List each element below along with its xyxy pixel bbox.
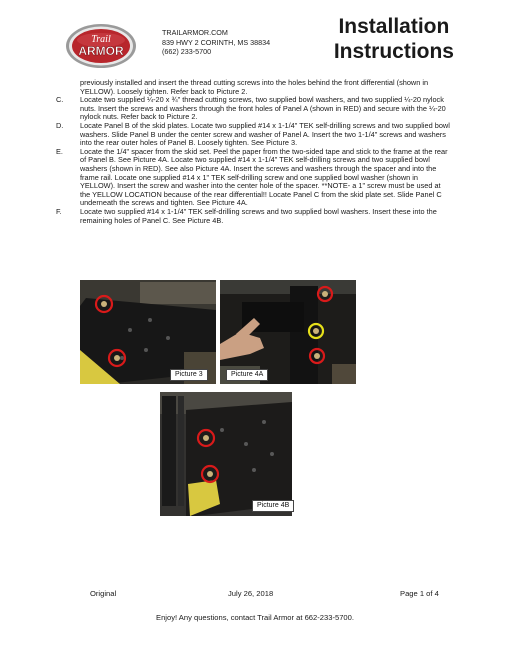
footer-page-number: Page 1 of 4 [400, 589, 439, 598]
screw-head-icon [114, 355, 120, 361]
step-letter: D. [56, 120, 64, 130]
step-text: Locate the 1/4" spacer from the skid set. Peel the paper from the two-sided tape and stick to the frame at the rear of Panel B. See Picture 4A. Locate two supplied #14 x 1-1/4" TEK self-drilling screws and two supplied bowl washers (shown in RED). See also Picture 4A. Insert the screws and washers through the spacer and into the frame rail. Locate one supplied #14 x 1" TEK self-drilling screw and one supplied bowl washer (shown in YELLOW). Insert the screw and washer into the center hole of the spacer. **NOTE- a 1" screw must be used at the YELLOW LOCATION because of the rear differential!! Locate Panel C from the skid plate set. Slide Panel C underneath the screws and tighten. See Picture 4A. [80, 146, 448, 208]
screw-head-icon [322, 291, 328, 297]
step-text: Locate Panel B of the skid plates. Locate two supplied #14 x 1-1/4" TEK self-drilling screws and two supplied bowl washers. Slide Panel B under the center screw and washer of Panel A. Insert the two 1-1/4" screws and washers into the rear outer holes of Panel B. Loosely tighten. See Picture 3. [80, 120, 450, 148]
logo-text-trail: Trail [91, 34, 111, 45]
picture-4a-caption: Picture 4A [226, 369, 268, 381]
company-phone: (662) 233-5700 [162, 47, 212, 57]
footer-contact: Enjoy! Any questions, contact Trail Armor at 662-233-5700. [156, 613, 354, 622]
step-e [56, 146, 450, 208]
step-text: Locate two supplied #14 x 1-1/4" TEK self-drilling screws and two supplied bowl washers. Insert these into the remaining holes of Panel C. See Picture 4B. [80, 206, 437, 225]
screw-head-icon [314, 353, 320, 359]
step-text: Locate two supplied ¼-20 x ¾" thread cutting screws, two supplied bowl washers, and two supplied ¼-20 nylock nuts. Insert the screws and washers through the front holes of Panel A (shown in RED) and secure with the ¼-20 nylock nuts. Refer back to Picture 2. [80, 95, 446, 122]
step-d [56, 120, 450, 148]
step-letter: C. [56, 95, 64, 105]
company-website[interactable]: TRAILARMOR.COM [162, 28, 228, 37]
screw-head-icon [313, 328, 319, 334]
picture-3-caption: Picture 3 [170, 369, 208, 381]
title-line-2: Instructions [333, 40, 454, 63]
logo-text-armor: ARMOR [78, 44, 124, 58]
company-info [162, 28, 270, 57]
screw-head-icon [207, 471, 213, 477]
title-line-1: Installation [338, 15, 450, 38]
screw-head-icon [203, 435, 209, 441]
step-letter: E. [56, 146, 63, 156]
trail-armor-logo [64, 22, 138, 70]
step-f [56, 206, 450, 225]
screw-head-icon [101, 301, 107, 307]
picture-4b-photo [160, 392, 292, 516]
company-address: 839 HWY 2 CORINTH, MS 38834 [162, 37, 271, 47]
step-c [56, 95, 450, 122]
picture-4b-caption: Picture 4B [252, 500, 294, 512]
document-title [334, 14, 454, 64]
footer-date: July 26, 2018 [228, 589, 274, 598]
footer-version: Original [90, 589, 117, 598]
step-letter: F. [56, 206, 62, 216]
instructions-body [56, 78, 450, 225]
continued-step-text: previously installed and insert the thread cutting screws into the holes behind the front differential (shown in YELLOW). Loosely tighten. Refer back to Picture 2. [80, 78, 429, 96]
